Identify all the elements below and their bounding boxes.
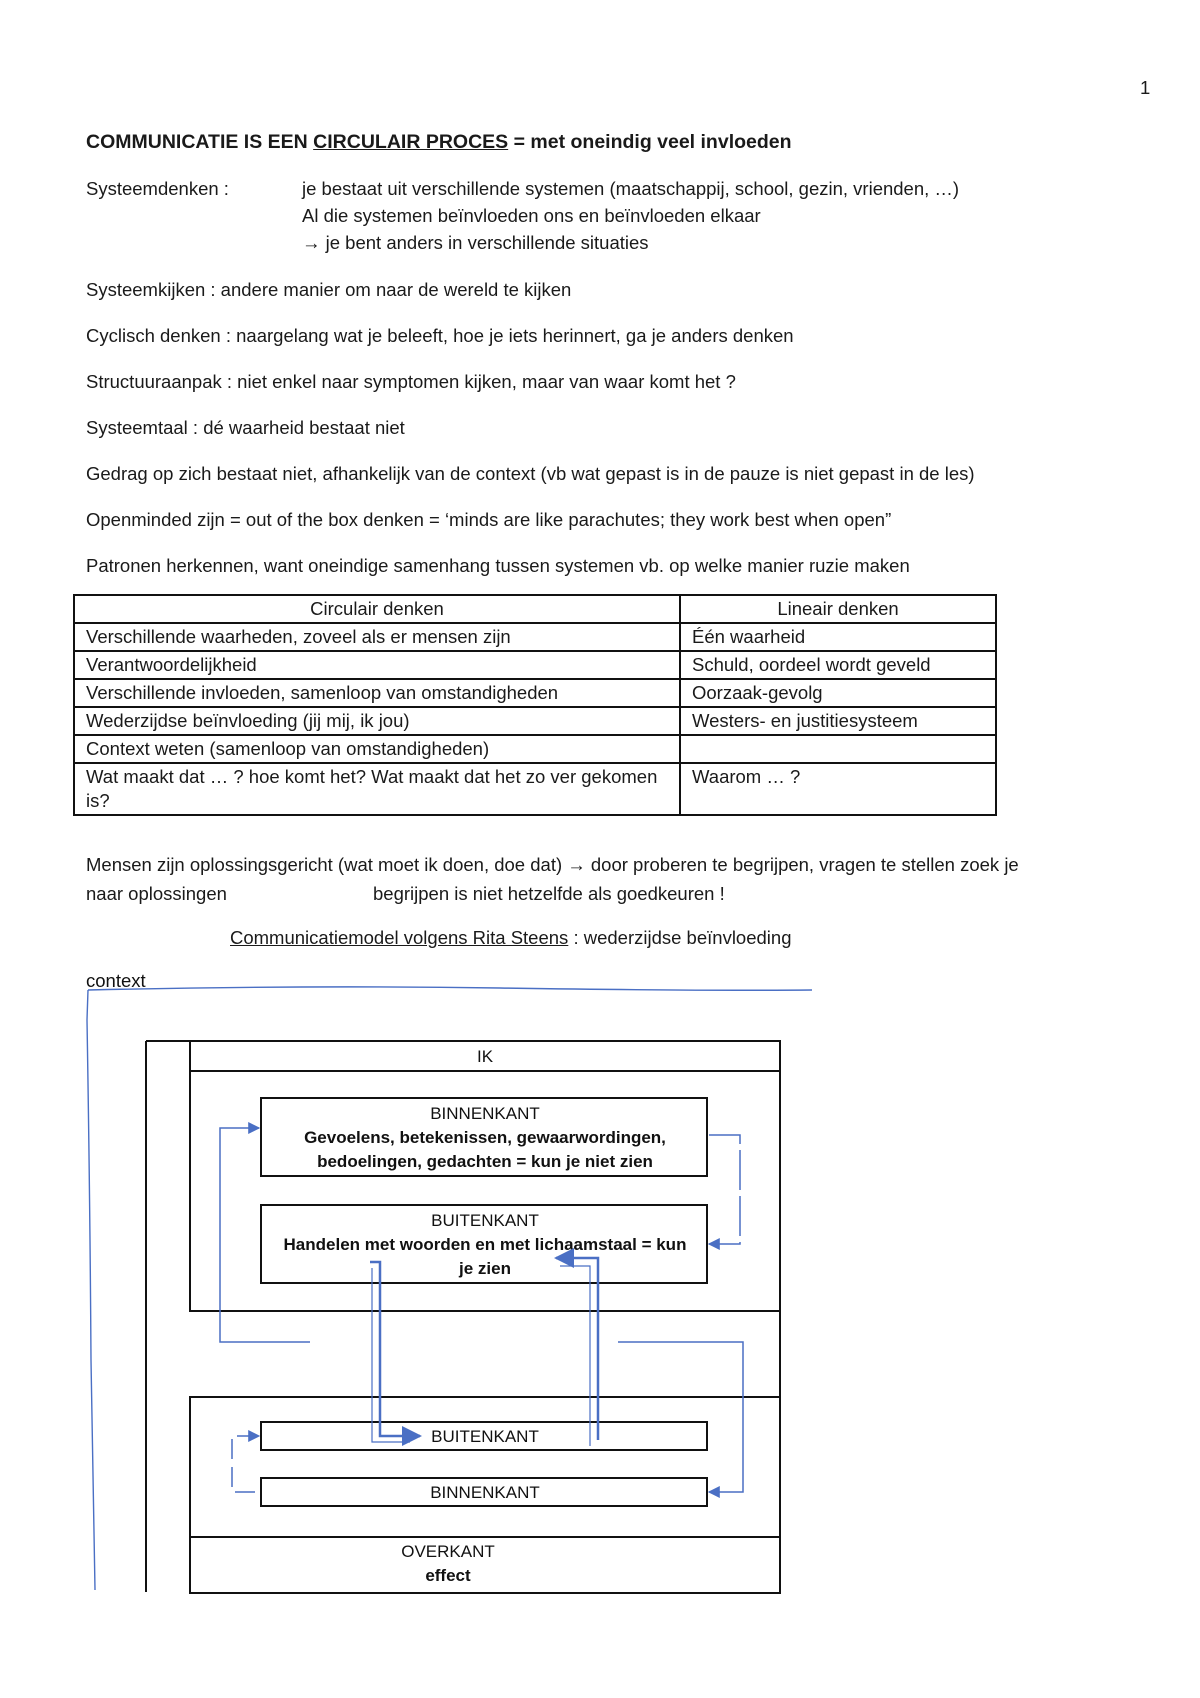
effect-label: effect [425,1566,471,1585]
table-cell: Verantwoordelijkheid [74,651,680,679]
right-feedback-arrow [618,1342,743,1492]
bottom-binnenkant-label: BINNENKANT [430,1483,540,1502]
table-header-lineair: Lineair denken [680,595,996,623]
top-buitenkant-title: BUITENKANT [431,1211,539,1230]
systeemdenken-line-1: je bestaat uit verschillende systemen (maatschappij, school, gezin, vrienden, …) [302,178,960,199]
table-cell: Context weten (samenloop van omstandigheden) [74,735,680,763]
table-cell: Westers- en justitiesysteem [680,707,996,735]
comparison-table [73,594,997,816]
top-binnenkant-line-1: Gevoelens, betekenissen, gewaarwordingen, [304,1128,666,1147]
overkant-label: OVERKANT [401,1542,495,1561]
table-row [74,679,996,707]
communication-model-diagram [0,960,1200,1600]
paragraph-systeemtaal: Systeemtaal : dé waarheid bestaat niet [86,417,405,438]
paragraph-structuuraanpak: Structuuraanpak : niet enkel naar symptomen kijken, maar van waar komt het ? [86,371,736,392]
top-binnenkant-line-2: bedoelingen, gedachten = kun je niet zien [317,1152,653,1171]
other-to-outer-arrow [556,1258,598,1440]
inner-to-outer-arrow [709,1135,740,1244]
table-cell: Wederzijdse beïnvloeding (jij mij, ik jou) [74,707,680,735]
page-number: 1 [1140,77,1151,98]
bottom-inner-to-outer-arrow [232,1436,259,1492]
table-cell: Één waarheid [680,623,996,651]
table-header-row [74,595,996,623]
diagram-frames [146,1041,780,1593]
table-cell: Oorzaak-gevolg [680,679,996,707]
table-header-circulair: Circulair denken [74,595,680,623]
lower-frame [190,1397,780,1537]
page-title [86,130,792,154]
paragraph-patronen: Patronen herkennen, want oneindige samenhang tussen systemen vb. op welke manier ruzie maken [86,555,910,576]
title-part-2: CIRCULAIR PROCES [313,131,509,153]
context-label: context [86,970,146,991]
systeemdenken-line-3: → je bent anders in verschillende situaties [302,232,649,253]
systeemdenken-line-2: Al die systemen beïnvloeden ons en beïnvloeden elkaar [302,205,761,226]
table-cell: Wat maakt dat … ? hoe komt het? Wat maakt dat het zo ver gekomen is? [74,763,680,815]
top-buitenkant-line-2: je zien [459,1259,511,1278]
paragraph-mensen-line-2a: naar oplossingen [86,883,227,904]
model-title-underlined: Communicatiemodel volgens Rita Steens [230,927,569,948]
table-row [74,707,996,735]
paragraph-mensen-line-2b: begrijpen is niet hetzelfde als goedkeuren ! [373,883,725,904]
table-cell: Verschillende invloeden, samenloop van omstandigheden [74,679,680,707]
model-title [230,926,791,950]
table-cell: Waarom … ? [680,763,996,815]
table-row [74,763,996,815]
model-subtitle: : wederzijdse beïnvloeding [568,927,792,948]
bottom-buitenkant-label: BUITENKANT [431,1427,539,1446]
title-part-1: COMMUNICATIE IS EEN [86,131,314,153]
table-cell [680,735,996,763]
table-row [74,623,996,651]
top-buitenkant-line-1: Handelen met woorden en met lichaamstaal = kun [283,1235,687,1254]
table-row [74,735,996,763]
title-part-3: = met oneindig veel invloeden [508,131,792,153]
paragraph-openminded: Openminded zijn = out of the box denken = ‘minds are like parachutes; they work best when open” [86,509,892,530]
paragraph-systeemkijken: Systeemkijken : andere manier om naar de wereld te kijken [86,279,572,300]
paragraph-gedrag: Gedrag op zich bestaat niet, afhankelijk van de context (vb wat gepast is in de pauze is niet gepast in de les) [86,463,975,484]
paragraph-mensen-line-1: Mensen zijn oplossingsgericht (wat moet ik doen, doe dat) → door proberen te begrijpen, vragen te stellen zoek je [86,854,1019,875]
table-row [74,651,996,679]
systeemdenken-label: Systeemdenken : [86,178,229,199]
table-cell: Schuld, oordeel wordt geveld [680,651,996,679]
top-binnenkant-title: BINNENKANT [430,1104,540,1123]
outer-to-other-arrow [370,1262,420,1436]
table-cell: Verschillende waarheden, zoveel als er mensen zijn [74,623,680,651]
paragraph-cyclisch-denken: Cyclisch denken : naargelang wat je beleeft, hoe je iets herinnert, ga je anders denken [86,325,794,346]
ik-label: IK [476,1047,494,1066]
